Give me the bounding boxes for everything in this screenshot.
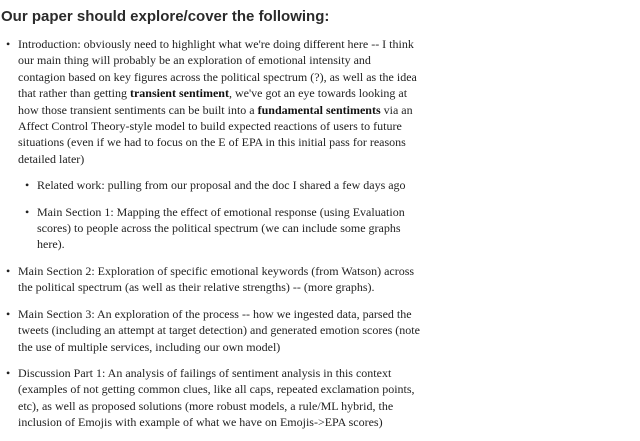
list-item-main-section-2 xyxy=(0,263,420,296)
intro-bold-transient: transient sentiment xyxy=(129,86,229,101)
list-item-related-work xyxy=(0,177,420,193)
document-heading: Our paper should explore/cover the following: xyxy=(1,8,330,25)
main-section-2-text: Main Section 2: Exploration of specific emotional keywords (from Watson) across the political spectrum (as well as their relative strengths) -- (more graphs). xyxy=(18,263,415,295)
list-item-introduction xyxy=(0,36,420,167)
list-item-discussion-part-1 xyxy=(0,365,420,431)
intro-text-3: via an Affect Control Theory-style model to build expected reactions of users to future situations (even if we had to focus on the E of EPA in this initial pass for reasons detailed later) xyxy=(18,102,413,166)
intro-text-2: , we've got an eye towards looking at how those transient sentiments can be built into a xyxy=(18,86,408,117)
main-section-1-text: Main Section 1: Mapping the effect of emotional response (using Evaluation scores) to people across the political spectrum (we can include some graphs here). xyxy=(37,204,405,252)
list-item-main-section-1 xyxy=(0,204,420,253)
related-work-text: Related work: pulling from our proposal and the doc I shared a few days ago xyxy=(37,178,406,193)
intro-bold-fundamental: fundamental sentiments xyxy=(257,102,381,117)
list-item-main-section-3 xyxy=(0,306,420,355)
discussion-part-1-text: Discussion Part 1: An analysis of failings of sentiment analysis in this context (examples of not getting common clues, like all caps, repeated exclamation points, etc), as well as proposed solutions (more robust models, a rule/ML hybrid, the inclusion of Emojis with example of what we have on Emojis->EPA scores) xyxy=(18,365,415,430)
intro-text-1: Introduction: obviously need to highlight what we're doing different here -- I think our main thing will probably be an exploration of emotional intensity and contagion based on key figures across the political spectrum (?), as well as the idea that rather than getting xyxy=(18,37,417,101)
outline-list xyxy=(0,36,420,441)
main-section-3-text: Main Section 3: An exploration of the process -- how we ingested data, parsed the tweets (including an attempt at target detection) and generated emotion scores (note the use of multiple services, including our own model) xyxy=(18,306,420,354)
